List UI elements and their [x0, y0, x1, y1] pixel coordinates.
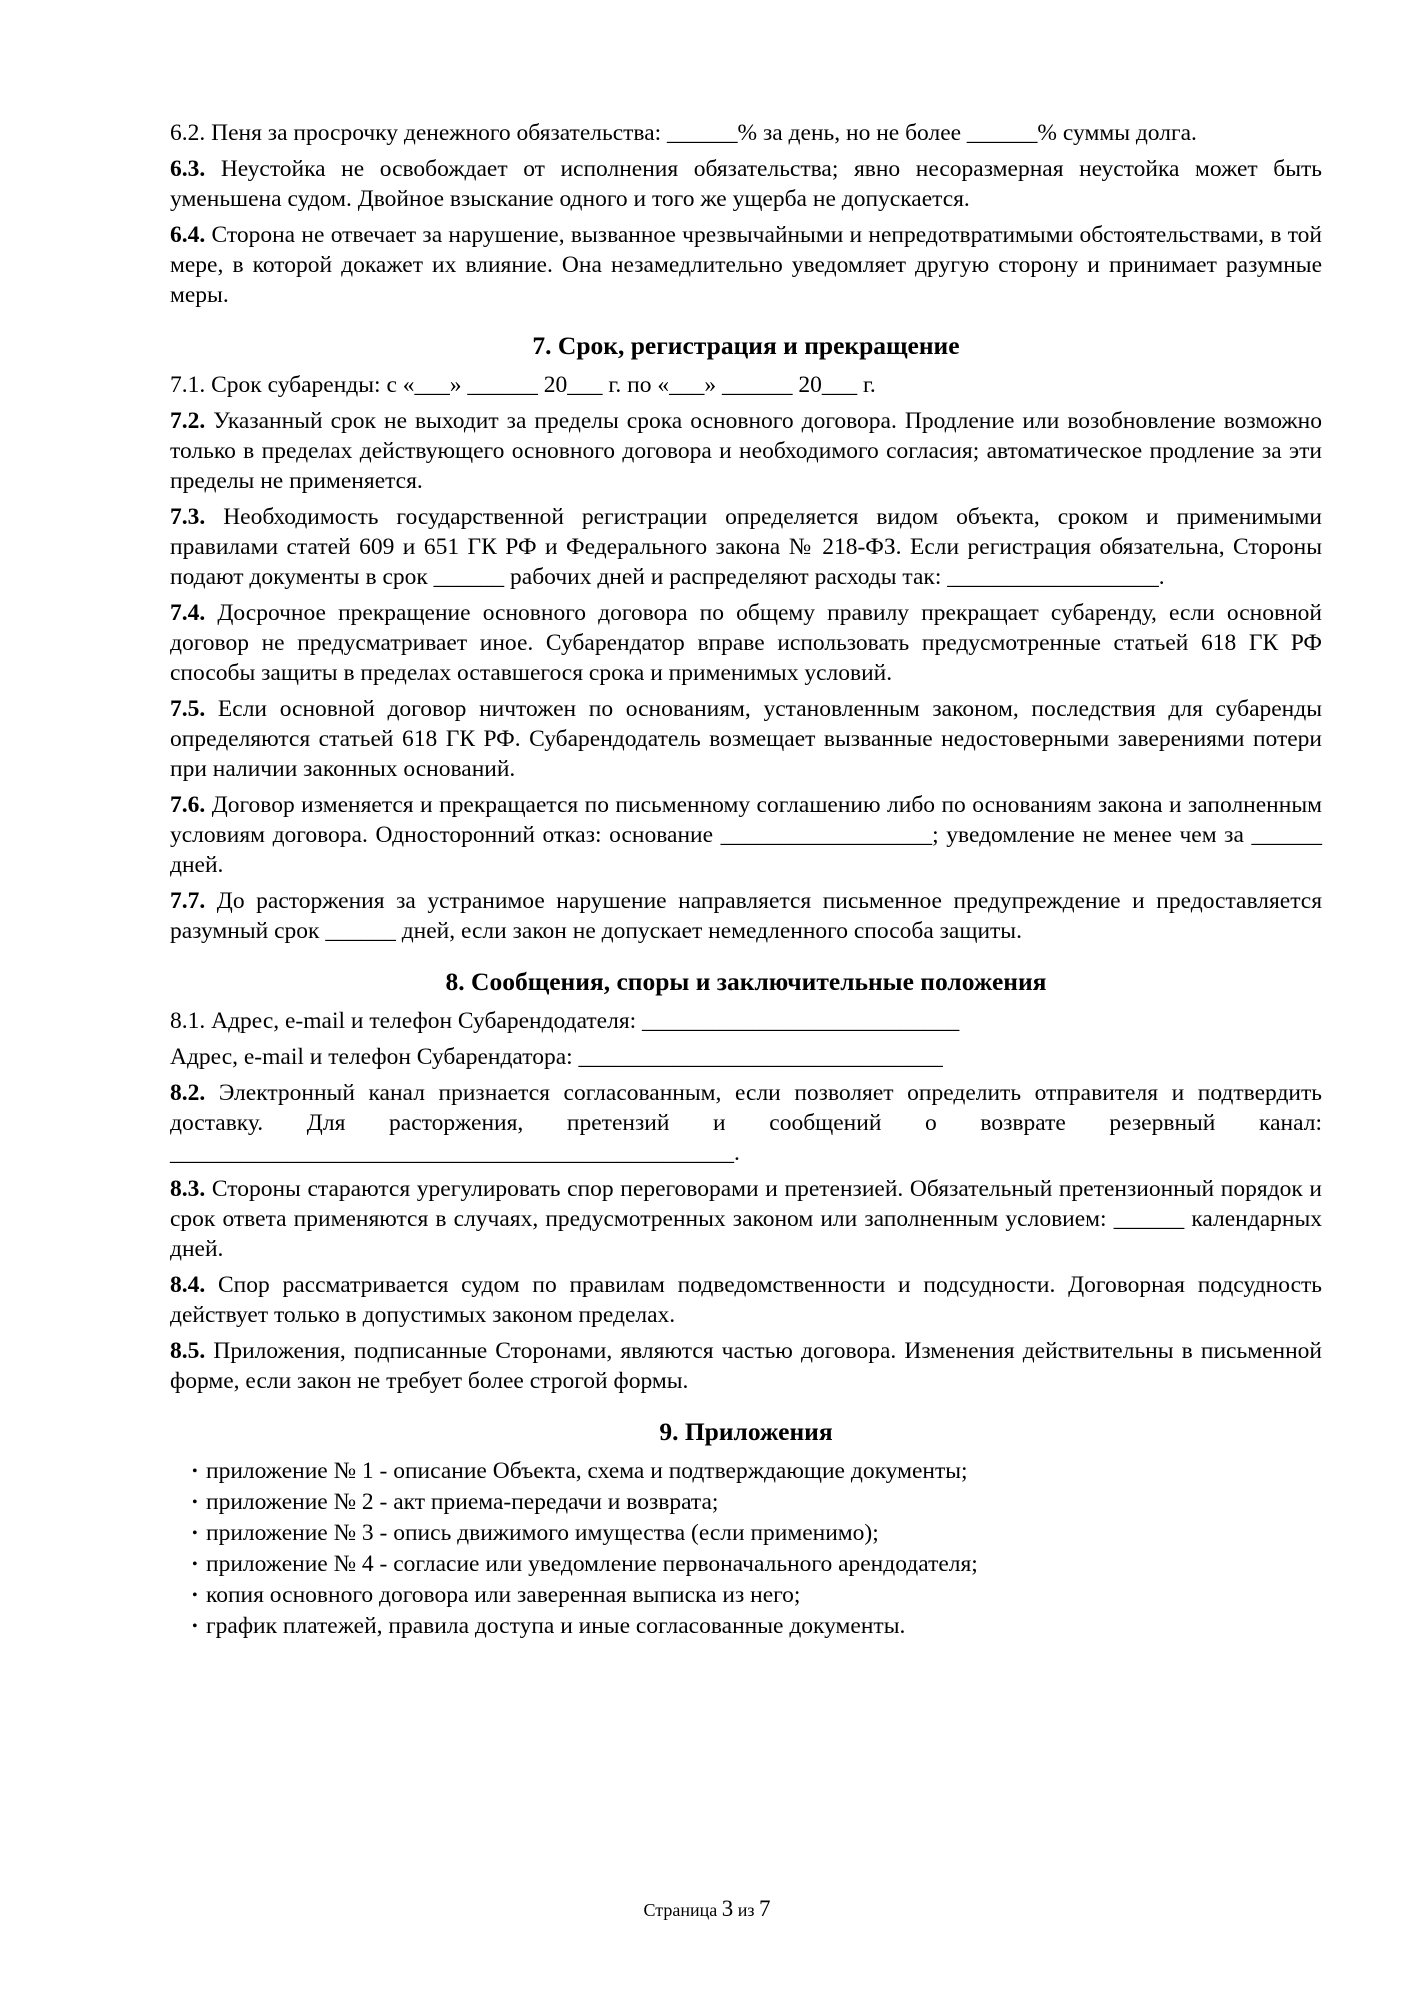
clause-text: Необходимость государственной регистрации определяется видом объекта, сроком и применимыми правилами статей 609 и 651 ГК РФ и Федерального закона № 218-ФЗ. Если регистрация обязательна, Стороны подают документы в срок ______ рабочих дней и распределяют расходы так: __________________. [170, 504, 1322, 590]
list-item-text: график платежей, правила доступа и иные согласованные документы. [206, 1613, 906, 1639]
list-item-text: приложение № 1 - описание Объекта, схема и подтверждающие документы; [206, 1458, 968, 1484]
page-total: 7 [758, 1896, 771, 1921]
list-item [192, 1580, 1322, 1611]
bullet-icon: • [192, 1556, 198, 1573]
list-item-text: приложение № 4 - согласие или уведомление первоначального арендодателя; [206, 1551, 978, 1577]
list-item [192, 1518, 1322, 1549]
clause-7-5 [170, 694, 1322, 784]
clause-number: 7.6. [170, 792, 206, 818]
list-item-text: приложение № 3 - опись движимого имущества (если применимо); [206, 1520, 879, 1546]
clause-number: 7.7. [170, 888, 206, 914]
bullet-icon: • [192, 1618, 198, 1635]
clause-7-2 [170, 406, 1322, 496]
clause-7-1: 7.1. Срок субаренды: с «___» ______ 20___ г. по «___» ______ 20___ г. [170, 372, 876, 398]
clause-number: 8.3. [170, 1176, 206, 1202]
clause-number: 6.3. [170, 156, 206, 182]
document-body [170, 118, 1322, 1642]
clause-number: 7.5. [170, 696, 206, 722]
clause-6-3 [170, 154, 1322, 214]
clause-text: Сторона не отвечает за нарушение, вызванное чрезвычайными и непредотвратимыми обстоятельствами, в той мере, в которой докажет их влияние. Она незамедлительно уведомляет другую сторону и принимает разумные меры. [170, 222, 1322, 308]
clause-8-3 [170, 1174, 1322, 1264]
clause-8-5 [170, 1336, 1322, 1396]
appendix-list [170, 1456, 1322, 1642]
clause-number: 6.4. [170, 222, 206, 248]
clause-8-1-lessor-contacts: 8.1. Адрес, e-mail и телефон Субарендодателя: ___________________________ [170, 1008, 960, 1034]
page-of: из [737, 1900, 755, 1920]
page-current: 3 [721, 1896, 734, 1921]
clause-text: До расторжения за устранимое нарушение направляется письменное предупреждение и предоставляется разумный срок ______ дней, если закон не допускает немедленного способа защиты. [170, 888, 1322, 944]
bullet-icon: • [192, 1494, 198, 1511]
clause-number: 8.2. [170, 1080, 206, 1106]
clause-number: 8.4. [170, 1272, 206, 1298]
list-item [192, 1549, 1322, 1580]
bullet-icon: • [192, 1463, 198, 1480]
clause-8-1-lessee-contacts: Адрес, e-mail и телефон Субарендатора: _______________________________ [170, 1044, 943, 1070]
clause-number: 7.4. [170, 600, 206, 626]
clause-text: Досрочное прекращение основного договора по общему правилу прекращает субаренду, если основной договор не предусматривает иное. Субарендатор вправе использовать предусмотренные статьей 618 ГК РФ способы защиты в пределах оставшегося срока и применимых условий. [170, 600, 1322, 686]
page-footer [0, 1896, 1414, 1922]
clause-6-4 [170, 220, 1322, 310]
clause-7-3 [170, 502, 1322, 592]
section-7-title: 7. Срок, регистрация и прекращение [532, 331, 960, 360]
clause-text: Указанный срок не выходит за пределы срока основного договора. Продление или возобновление возможно только в пределах действующего основного договора и необходимого согласия; автоматическое продление за эти пределы не применяется. [170, 408, 1322, 494]
list-item-text: копия основного договора или заверенная выписка из него; [206, 1582, 801, 1608]
section-9-title: 9. Приложения [659, 1417, 833, 1446]
list-item-text: приложение № 2 - акт приема-передачи и возврата; [206, 1489, 719, 1515]
clause-text: Электронный канал признается согласованным, если позволяет определить отправителя и подтвердить доставку. Для расторжения, претензий и сообщений о возврате резервный канал: ________________________________________________. [170, 1080, 1322, 1166]
clause-number: 7.2. [170, 408, 206, 434]
clause-7-7 [170, 886, 1322, 946]
page-label: Страница [643, 1900, 718, 1920]
clause-number: 7.3. [170, 504, 206, 530]
list-item [192, 1487, 1322, 1518]
section-8-title: 8. Сообщения, споры и заключительные положения [445, 967, 1047, 996]
clause-number: 8.5. [170, 1338, 206, 1364]
clause-text: Неустойка не освобождает от исполнения обязательства; явно несоразмерная неустойка может быть уменьшена судом. Двойное взыскание одного и того же ущерба не допускается. [170, 156, 1322, 212]
list-item [192, 1456, 1322, 1487]
clause-8-2 [170, 1078, 1322, 1168]
clause-6-2: 6.2. Пеня за просрочку денежного обязательства: ______% за день, но не более ______% суммы долга. [170, 120, 1197, 146]
clause-7-4 [170, 598, 1322, 688]
clause-text: Приложения, подписанные Сторонами, являются частью договора. Изменения действительны в письменной форме, если закон не требует более строгой формы. [170, 1338, 1322, 1394]
clause-8-4 [170, 1270, 1322, 1330]
bullet-icon: • [192, 1587, 198, 1604]
bullet-icon: • [192, 1525, 198, 1542]
clause-text: Стороны стараются урегулировать спор переговорами и претензией. Обязательный претензионный порядок и срок ответа применяются в случаях, предусмотренных законом или заполненным условием: ______ календарных дней. [170, 1176, 1322, 1262]
clause-text: Если основной договор ничтожен по основаниям, установленным законом, последствия для субаренды определяются статьей 618 ГК РФ. Субарендодатель возмещает вызванные недостоверными заверениями потери при наличии законных оснований. [170, 696, 1322, 782]
clause-7-6 [170, 790, 1322, 880]
clause-text: Договор изменяется и прекращается по письменному соглашению либо по основаниям закона и заполненным условиям договора. Односторонний отказ: основание __________________; уведомление не менее чем за ______ дней. [170, 792, 1322, 878]
clause-text: Спор рассматривается судом по правилам подведомственности и подсудности. Договорная подсудность действует только в допустимых законом пределах. [170, 1272, 1322, 1328]
list-item [192, 1611, 1322, 1642]
